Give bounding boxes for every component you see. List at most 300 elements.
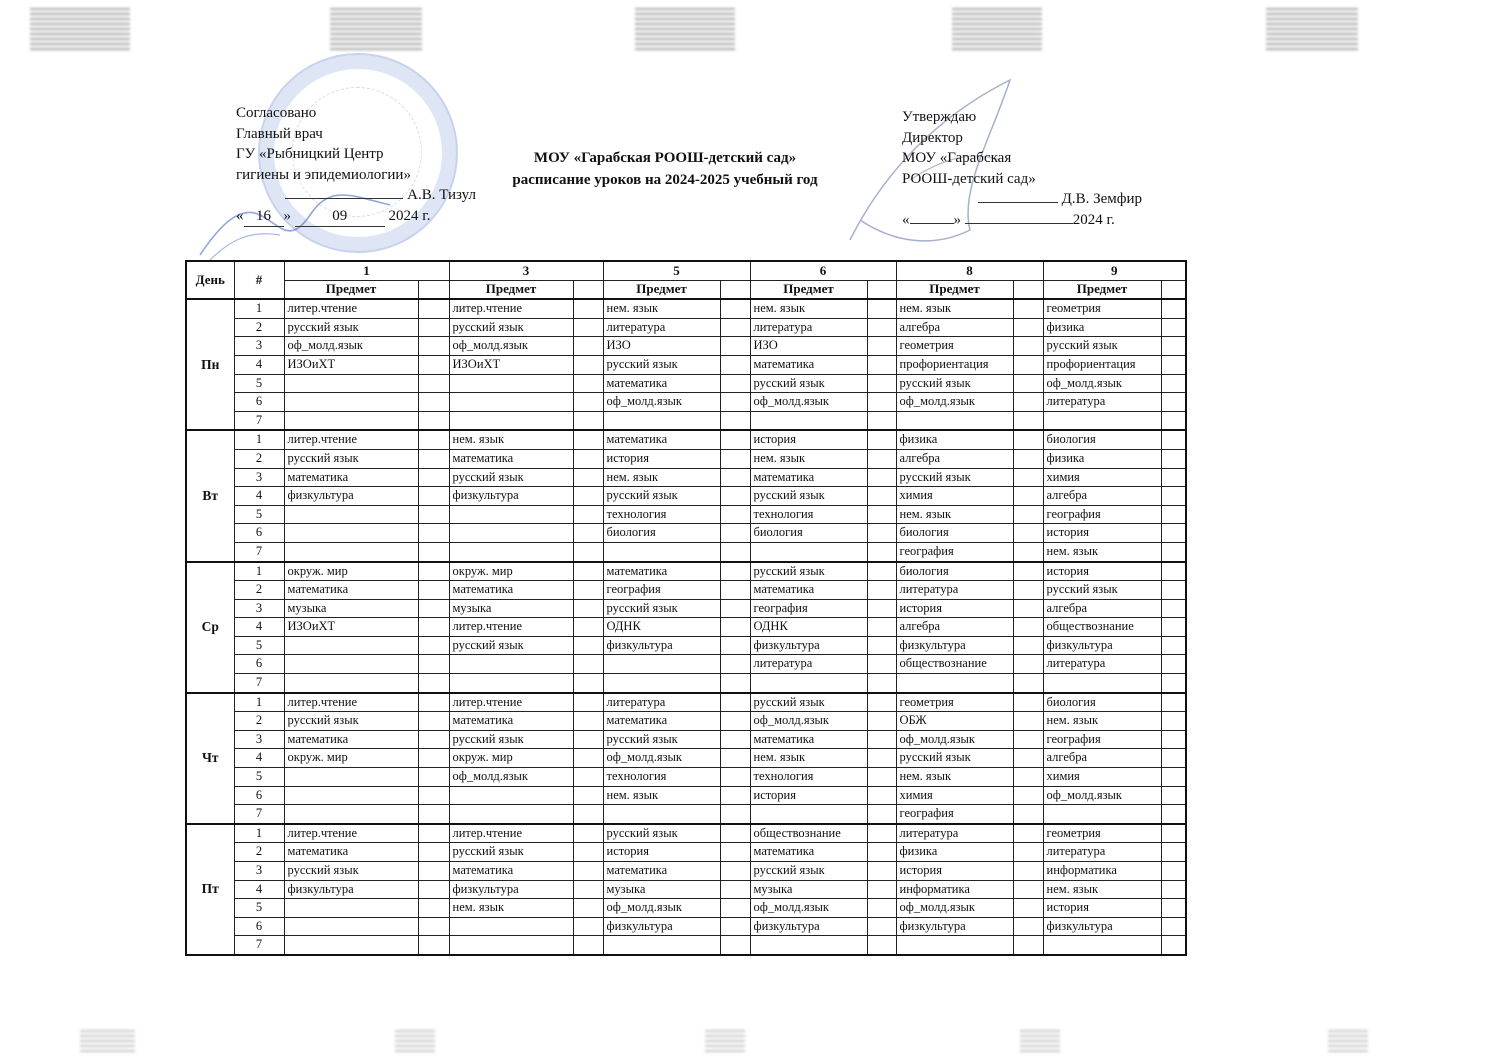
room-cell bbox=[1161, 468, 1186, 487]
subject-cell: геометрия bbox=[1043, 824, 1161, 843]
room-cell bbox=[720, 674, 750, 693]
subject-cell: литер.чтение bbox=[284, 824, 418, 843]
document-title: расписание уроков на 2024-2025 учебный год bbox=[512, 172, 818, 188]
approval-line: МОУ «Гарабская bbox=[902, 150, 1012, 166]
scan-artifact bbox=[635, 8, 735, 52]
room-cell bbox=[720, 318, 750, 337]
subject-cell: математика bbox=[449, 581, 573, 600]
room-cell bbox=[867, 824, 896, 843]
subject-cell: математика bbox=[750, 730, 867, 749]
room-cell bbox=[573, 430, 603, 449]
room-cell bbox=[1161, 562, 1186, 581]
subject-cell bbox=[449, 505, 573, 524]
subject-cell: история bbox=[1043, 899, 1161, 918]
table-row bbox=[186, 936, 1186, 955]
room-cell bbox=[720, 712, 750, 731]
subject-cell bbox=[750, 674, 867, 693]
room-cell bbox=[1013, 712, 1043, 731]
room-cell bbox=[573, 824, 603, 843]
room-cell bbox=[418, 581, 449, 600]
room-cell bbox=[720, 299, 750, 318]
room-cell bbox=[573, 355, 603, 374]
subject-cell: оф_молд.язык bbox=[896, 393, 1013, 412]
subject-cell bbox=[449, 524, 573, 543]
subject-cell: ОБЖ bbox=[896, 712, 1013, 731]
lesson-number: 3 bbox=[234, 468, 284, 487]
lesson-number: 2 bbox=[234, 843, 284, 862]
lesson-number: 2 bbox=[234, 449, 284, 468]
subject-cell: география bbox=[896, 805, 1013, 824]
room-cell bbox=[418, 730, 449, 749]
room-cell bbox=[1161, 411, 1186, 430]
subject-cell: оф_молд.язык bbox=[1043, 786, 1161, 805]
class-header: 6 bbox=[750, 261, 896, 280]
subject-cell: география bbox=[1043, 730, 1161, 749]
subject-cell: физкультура bbox=[603, 636, 720, 655]
scan-artifact bbox=[1266, 8, 1358, 52]
room-cell bbox=[720, 487, 750, 506]
schedule-table bbox=[185, 260, 1187, 956]
room-cell bbox=[1161, 393, 1186, 412]
room-cell bbox=[720, 411, 750, 430]
lesson-number: 4 bbox=[234, 749, 284, 768]
subject-cell: окруж. мир bbox=[284, 562, 418, 581]
date-year: 2024 г. bbox=[388, 207, 431, 224]
subject-cell bbox=[603, 936, 720, 955]
room-cell bbox=[573, 899, 603, 918]
subject-cell: литература bbox=[603, 693, 720, 712]
subject-cell bbox=[449, 674, 573, 693]
room-cell bbox=[418, 487, 449, 506]
room-cell bbox=[1161, 581, 1186, 600]
room-cell bbox=[573, 581, 603, 600]
subject-cell: география bbox=[603, 581, 720, 600]
lesson-number: 4 bbox=[234, 355, 284, 374]
subject-cell: нем. язык bbox=[449, 430, 573, 449]
subject-cell: русский язык bbox=[449, 318, 573, 337]
room-header bbox=[720, 280, 750, 299]
room-cell bbox=[573, 542, 603, 561]
subject-cell: алгебра bbox=[896, 449, 1013, 468]
subject-cell bbox=[750, 542, 867, 561]
approval-line: ГУ «Рыбницкий Центр bbox=[236, 146, 384, 162]
subject-cell: химия bbox=[896, 786, 1013, 805]
class-header: 8 bbox=[896, 261, 1043, 280]
subject-cell: математика bbox=[284, 730, 418, 749]
room-cell bbox=[867, 862, 896, 881]
room-cell bbox=[1013, 430, 1043, 449]
subject-cell: математика bbox=[449, 449, 573, 468]
scan-artifact bbox=[1020, 1030, 1060, 1054]
subject-cell: литер.чтение bbox=[449, 618, 573, 637]
subject-cell: история bbox=[1043, 524, 1161, 543]
lesson-number-header: # bbox=[234, 261, 284, 299]
table-row bbox=[186, 768, 1186, 787]
subject-cell: нем. язык bbox=[1043, 712, 1161, 731]
room-cell bbox=[720, 768, 750, 787]
signer-name bbox=[236, 185, 476, 206]
subject-cell: математика bbox=[603, 712, 720, 731]
room-cell bbox=[573, 374, 603, 393]
table-row bbox=[186, 562, 1186, 581]
subject-cell: литер.чтение bbox=[284, 430, 418, 449]
subject-cell bbox=[449, 393, 573, 412]
room-cell bbox=[720, 786, 750, 805]
table-row bbox=[186, 449, 1186, 468]
subject-cell: литер.чтение bbox=[284, 693, 418, 712]
subject-cell: физкультура bbox=[896, 917, 1013, 936]
day-column-header: День bbox=[186, 261, 234, 299]
class-header: 5 bbox=[603, 261, 750, 280]
table-row bbox=[186, 636, 1186, 655]
table-row bbox=[186, 355, 1186, 374]
subject-cell: история bbox=[896, 862, 1013, 881]
date-quote-open: « bbox=[902, 211, 910, 228]
room-cell bbox=[867, 505, 896, 524]
subject-cell: история bbox=[1043, 562, 1161, 581]
subject-cell: ИЗОиХТ bbox=[284, 618, 418, 637]
class-header: 9 bbox=[1043, 261, 1186, 280]
subject-cell: оф_молд.язык bbox=[750, 899, 867, 918]
subject-cell: нем. язык bbox=[449, 899, 573, 918]
subject-cell: физика bbox=[1043, 449, 1161, 468]
subject-cell: литература bbox=[603, 318, 720, 337]
subject-cell: оф_молд.язык bbox=[1043, 374, 1161, 393]
date-quote-open: « bbox=[236, 207, 244, 224]
room-cell bbox=[867, 393, 896, 412]
lesson-number: 2 bbox=[234, 712, 284, 731]
room-cell bbox=[573, 636, 603, 655]
subject-cell: оф_молд.язык bbox=[603, 749, 720, 768]
subject-cell bbox=[449, 917, 573, 936]
subject-cell: русский язык bbox=[896, 749, 1013, 768]
subject-cell: оф_молд.язык bbox=[449, 768, 573, 787]
table-row bbox=[186, 843, 1186, 862]
room-cell bbox=[418, 805, 449, 824]
subject-cell: русский язык bbox=[449, 636, 573, 655]
room-cell bbox=[418, 712, 449, 731]
room-cell bbox=[573, 805, 603, 824]
room-cell bbox=[1161, 862, 1186, 881]
subject-cell: оф_молд.язык bbox=[603, 899, 720, 918]
subject-cell: литература bbox=[896, 824, 1013, 843]
subject-cell: математика bbox=[750, 581, 867, 600]
room-cell bbox=[1161, 374, 1186, 393]
room-cell bbox=[573, 768, 603, 787]
scan-artifact bbox=[952, 8, 1042, 52]
approval-line: Утверждаю bbox=[902, 109, 977, 125]
room-cell bbox=[1013, 411, 1043, 430]
room-cell bbox=[1013, 693, 1043, 712]
schedule-body bbox=[186, 299, 1186, 955]
subject-cell: музыка bbox=[284, 599, 418, 618]
subject-cell: химия bbox=[1043, 468, 1161, 487]
subject-cell: физкультура bbox=[1043, 917, 1161, 936]
subject-cell: география bbox=[896, 542, 1013, 561]
subject-cell: нем. язык bbox=[896, 299, 1013, 318]
subject-cell bbox=[284, 411, 418, 430]
subject-cell: литер.чтение bbox=[284, 299, 418, 318]
subject-cell: математика bbox=[284, 581, 418, 600]
room-cell bbox=[573, 674, 603, 693]
subject-cell: технология bbox=[750, 505, 867, 524]
lesson-number: 5 bbox=[234, 505, 284, 524]
subject-cell: геометрия bbox=[1043, 299, 1161, 318]
scan-artifact bbox=[30, 8, 130, 52]
room-cell bbox=[720, 824, 750, 843]
room-cell bbox=[1161, 749, 1186, 768]
lesson-number: 3 bbox=[234, 337, 284, 356]
room-cell bbox=[573, 862, 603, 881]
room-cell bbox=[1013, 917, 1043, 936]
subject-cell: русский язык bbox=[284, 449, 418, 468]
room-cell bbox=[867, 468, 896, 487]
room-cell bbox=[1161, 936, 1186, 955]
room-cell bbox=[867, 936, 896, 955]
room-cell bbox=[720, 843, 750, 862]
room-cell bbox=[418, 299, 449, 318]
table-row bbox=[186, 524, 1186, 543]
room-cell bbox=[867, 730, 896, 749]
school-name: МОУ «Гарабская РООШ-детский сад» bbox=[533, 150, 797, 166]
room-cell bbox=[720, 355, 750, 374]
lesson-number: 5 bbox=[234, 899, 284, 918]
subject-cell: оф_молд.язык bbox=[603, 393, 720, 412]
subject-cell bbox=[284, 393, 418, 412]
room-cell bbox=[720, 899, 750, 918]
room-cell bbox=[573, 468, 603, 487]
subject-cell: химия bbox=[1043, 768, 1161, 787]
lesson-number: 6 bbox=[234, 393, 284, 412]
room-cell bbox=[1013, 581, 1043, 600]
room-cell bbox=[1161, 542, 1186, 561]
room-cell bbox=[1013, 824, 1043, 843]
room-cell bbox=[1161, 505, 1186, 524]
room-cell bbox=[573, 524, 603, 543]
subject-cell: русский язык bbox=[896, 468, 1013, 487]
room-cell bbox=[720, 618, 750, 637]
subject-cell: информатика bbox=[896, 880, 1013, 899]
room-cell bbox=[573, 936, 603, 955]
table-row bbox=[186, 542, 1186, 561]
approval-line: Главный врач bbox=[236, 125, 323, 142]
room-cell bbox=[573, 618, 603, 637]
approval-block-right bbox=[902, 107, 1142, 230]
subject-cell: ИЗО bbox=[750, 337, 867, 356]
room-cell bbox=[867, 674, 896, 693]
subject-cell: география bbox=[1043, 505, 1161, 524]
room-cell bbox=[573, 917, 603, 936]
room-cell bbox=[1013, 674, 1043, 693]
subject-cell: обществознание bbox=[750, 824, 867, 843]
subject-cell bbox=[1043, 674, 1161, 693]
table-row bbox=[186, 618, 1186, 637]
room-cell bbox=[1161, 899, 1186, 918]
room-cell bbox=[1013, 449, 1043, 468]
day-label: Пт bbox=[186, 824, 234, 955]
room-cell bbox=[418, 449, 449, 468]
subject-cell: биология bbox=[1043, 430, 1161, 449]
subject-cell bbox=[284, 655, 418, 674]
subject-cell: нем. язык bbox=[896, 505, 1013, 524]
table-row bbox=[186, 749, 1186, 768]
subject-cell bbox=[449, 542, 573, 561]
approval-block-left bbox=[236, 103, 476, 227]
room-cell bbox=[418, 542, 449, 561]
table-row bbox=[186, 487, 1186, 506]
subject-cell: русский язык bbox=[750, 374, 867, 393]
subject-cell: биология bbox=[896, 562, 1013, 581]
room-cell bbox=[867, 917, 896, 936]
subject-cell: биология bbox=[603, 524, 720, 543]
room-cell bbox=[1161, 917, 1186, 936]
subject-header-row bbox=[186, 280, 1186, 299]
room-cell bbox=[1013, 318, 1043, 337]
room-cell bbox=[418, 393, 449, 412]
room-cell bbox=[418, 674, 449, 693]
table-row bbox=[186, 505, 1186, 524]
room-cell bbox=[867, 655, 896, 674]
subject-cell: русский язык bbox=[603, 824, 720, 843]
room-cell bbox=[867, 618, 896, 637]
room-cell bbox=[1161, 618, 1186, 637]
room-cell bbox=[418, 636, 449, 655]
room-cell bbox=[867, 542, 896, 561]
room-cell bbox=[1013, 468, 1043, 487]
subject-cell: математика bbox=[603, 374, 720, 393]
subject-cell: ОДНК bbox=[603, 618, 720, 637]
table-row bbox=[186, 899, 1186, 918]
subject-header: Предмет bbox=[449, 280, 573, 299]
subject-cell: биология bbox=[1043, 693, 1161, 712]
subject-cell: оф_молд.язык bbox=[750, 712, 867, 731]
room-cell bbox=[867, 581, 896, 600]
subject-cell: математика bbox=[750, 843, 867, 862]
subject-cell: оф_молд.язык bbox=[284, 337, 418, 356]
subject-cell: история bbox=[603, 449, 720, 468]
room-cell bbox=[720, 524, 750, 543]
subject-cell: окруж. мир bbox=[284, 749, 418, 768]
room-cell bbox=[1013, 393, 1043, 412]
room-cell bbox=[1161, 880, 1186, 899]
subject-cell bbox=[284, 936, 418, 955]
room-cell bbox=[418, 768, 449, 787]
table-row bbox=[186, 862, 1186, 881]
room-cell bbox=[1161, 674, 1186, 693]
lesson-number: 3 bbox=[234, 730, 284, 749]
lesson-number: 7 bbox=[234, 936, 284, 955]
room-header bbox=[867, 280, 896, 299]
room-cell bbox=[573, 693, 603, 712]
table-row bbox=[186, 712, 1186, 731]
date-month: 09 bbox=[295, 206, 385, 228]
subject-cell: математика bbox=[750, 468, 867, 487]
room-cell bbox=[720, 599, 750, 618]
room-cell bbox=[573, 393, 603, 412]
room-cell bbox=[1161, 786, 1186, 805]
subject-cell: обществознание bbox=[1043, 618, 1161, 637]
subject-cell: нем. язык bbox=[603, 299, 720, 318]
subject-header: Предмет bbox=[896, 280, 1013, 299]
room-cell bbox=[573, 562, 603, 581]
room-cell bbox=[573, 318, 603, 337]
room-cell bbox=[720, 805, 750, 824]
lesson-number: 3 bbox=[234, 599, 284, 618]
room-cell bbox=[867, 524, 896, 543]
table-row bbox=[186, 655, 1186, 674]
room-cell bbox=[1161, 843, 1186, 862]
subject-header: Предмет bbox=[1043, 280, 1161, 299]
subject-cell: музыка bbox=[750, 880, 867, 899]
day-label: Пн bbox=[186, 299, 234, 430]
subject-cell bbox=[1043, 411, 1161, 430]
subject-cell: геометрия bbox=[896, 693, 1013, 712]
date-quote-close: » bbox=[953, 211, 961, 228]
signer-name-text: А.В. Тизул bbox=[407, 187, 476, 203]
room-header bbox=[418, 280, 449, 299]
room-cell bbox=[1161, 805, 1186, 824]
subject-cell: математика bbox=[449, 712, 573, 731]
subject-cell bbox=[449, 411, 573, 430]
lesson-number: 7 bbox=[234, 805, 284, 824]
room-cell bbox=[1161, 599, 1186, 618]
subject-cell: математика bbox=[603, 862, 720, 881]
room-cell bbox=[867, 880, 896, 899]
room-cell bbox=[867, 411, 896, 430]
subject-cell: оф_молд.язык bbox=[750, 393, 867, 412]
room-cell bbox=[1013, 843, 1043, 862]
room-cell bbox=[867, 843, 896, 862]
subject-cell: литература bbox=[1043, 655, 1161, 674]
room-cell bbox=[573, 880, 603, 899]
room-cell bbox=[867, 899, 896, 918]
subject-cell: физика bbox=[896, 843, 1013, 862]
subject-cell bbox=[284, 524, 418, 543]
subject-cell: нем. язык bbox=[750, 299, 867, 318]
room-cell bbox=[573, 487, 603, 506]
subject-cell: литература bbox=[1043, 843, 1161, 862]
subject-cell: оф_молд.язык bbox=[449, 337, 573, 356]
subject-cell: география bbox=[750, 599, 867, 618]
room-cell bbox=[418, 786, 449, 805]
room-cell bbox=[867, 712, 896, 731]
table-row bbox=[186, 693, 1186, 712]
table-row bbox=[186, 880, 1186, 899]
subject-cell: ОДНК bbox=[750, 618, 867, 637]
subject-cell: информатика bbox=[1043, 862, 1161, 881]
room-cell bbox=[867, 430, 896, 449]
subject-cell bbox=[750, 411, 867, 430]
table-row bbox=[186, 599, 1186, 618]
subject-cell: физкультура bbox=[603, 917, 720, 936]
subject-cell: русский язык bbox=[750, 487, 867, 506]
subject-cell: русский язык bbox=[603, 730, 720, 749]
subject-cell: технология bbox=[603, 505, 720, 524]
room-cell bbox=[573, 599, 603, 618]
room-cell bbox=[1161, 636, 1186, 655]
lesson-number: 2 bbox=[234, 318, 284, 337]
subject-cell: математика bbox=[750, 355, 867, 374]
room-cell bbox=[573, 730, 603, 749]
subject-cell: ИЗО bbox=[603, 337, 720, 356]
lesson-number: 1 bbox=[234, 693, 284, 712]
subject-cell bbox=[284, 768, 418, 787]
lesson-number: 4 bbox=[234, 618, 284, 637]
room-cell bbox=[1013, 599, 1043, 618]
subject-cell bbox=[449, 936, 573, 955]
room-cell bbox=[720, 449, 750, 468]
room-header bbox=[573, 280, 603, 299]
